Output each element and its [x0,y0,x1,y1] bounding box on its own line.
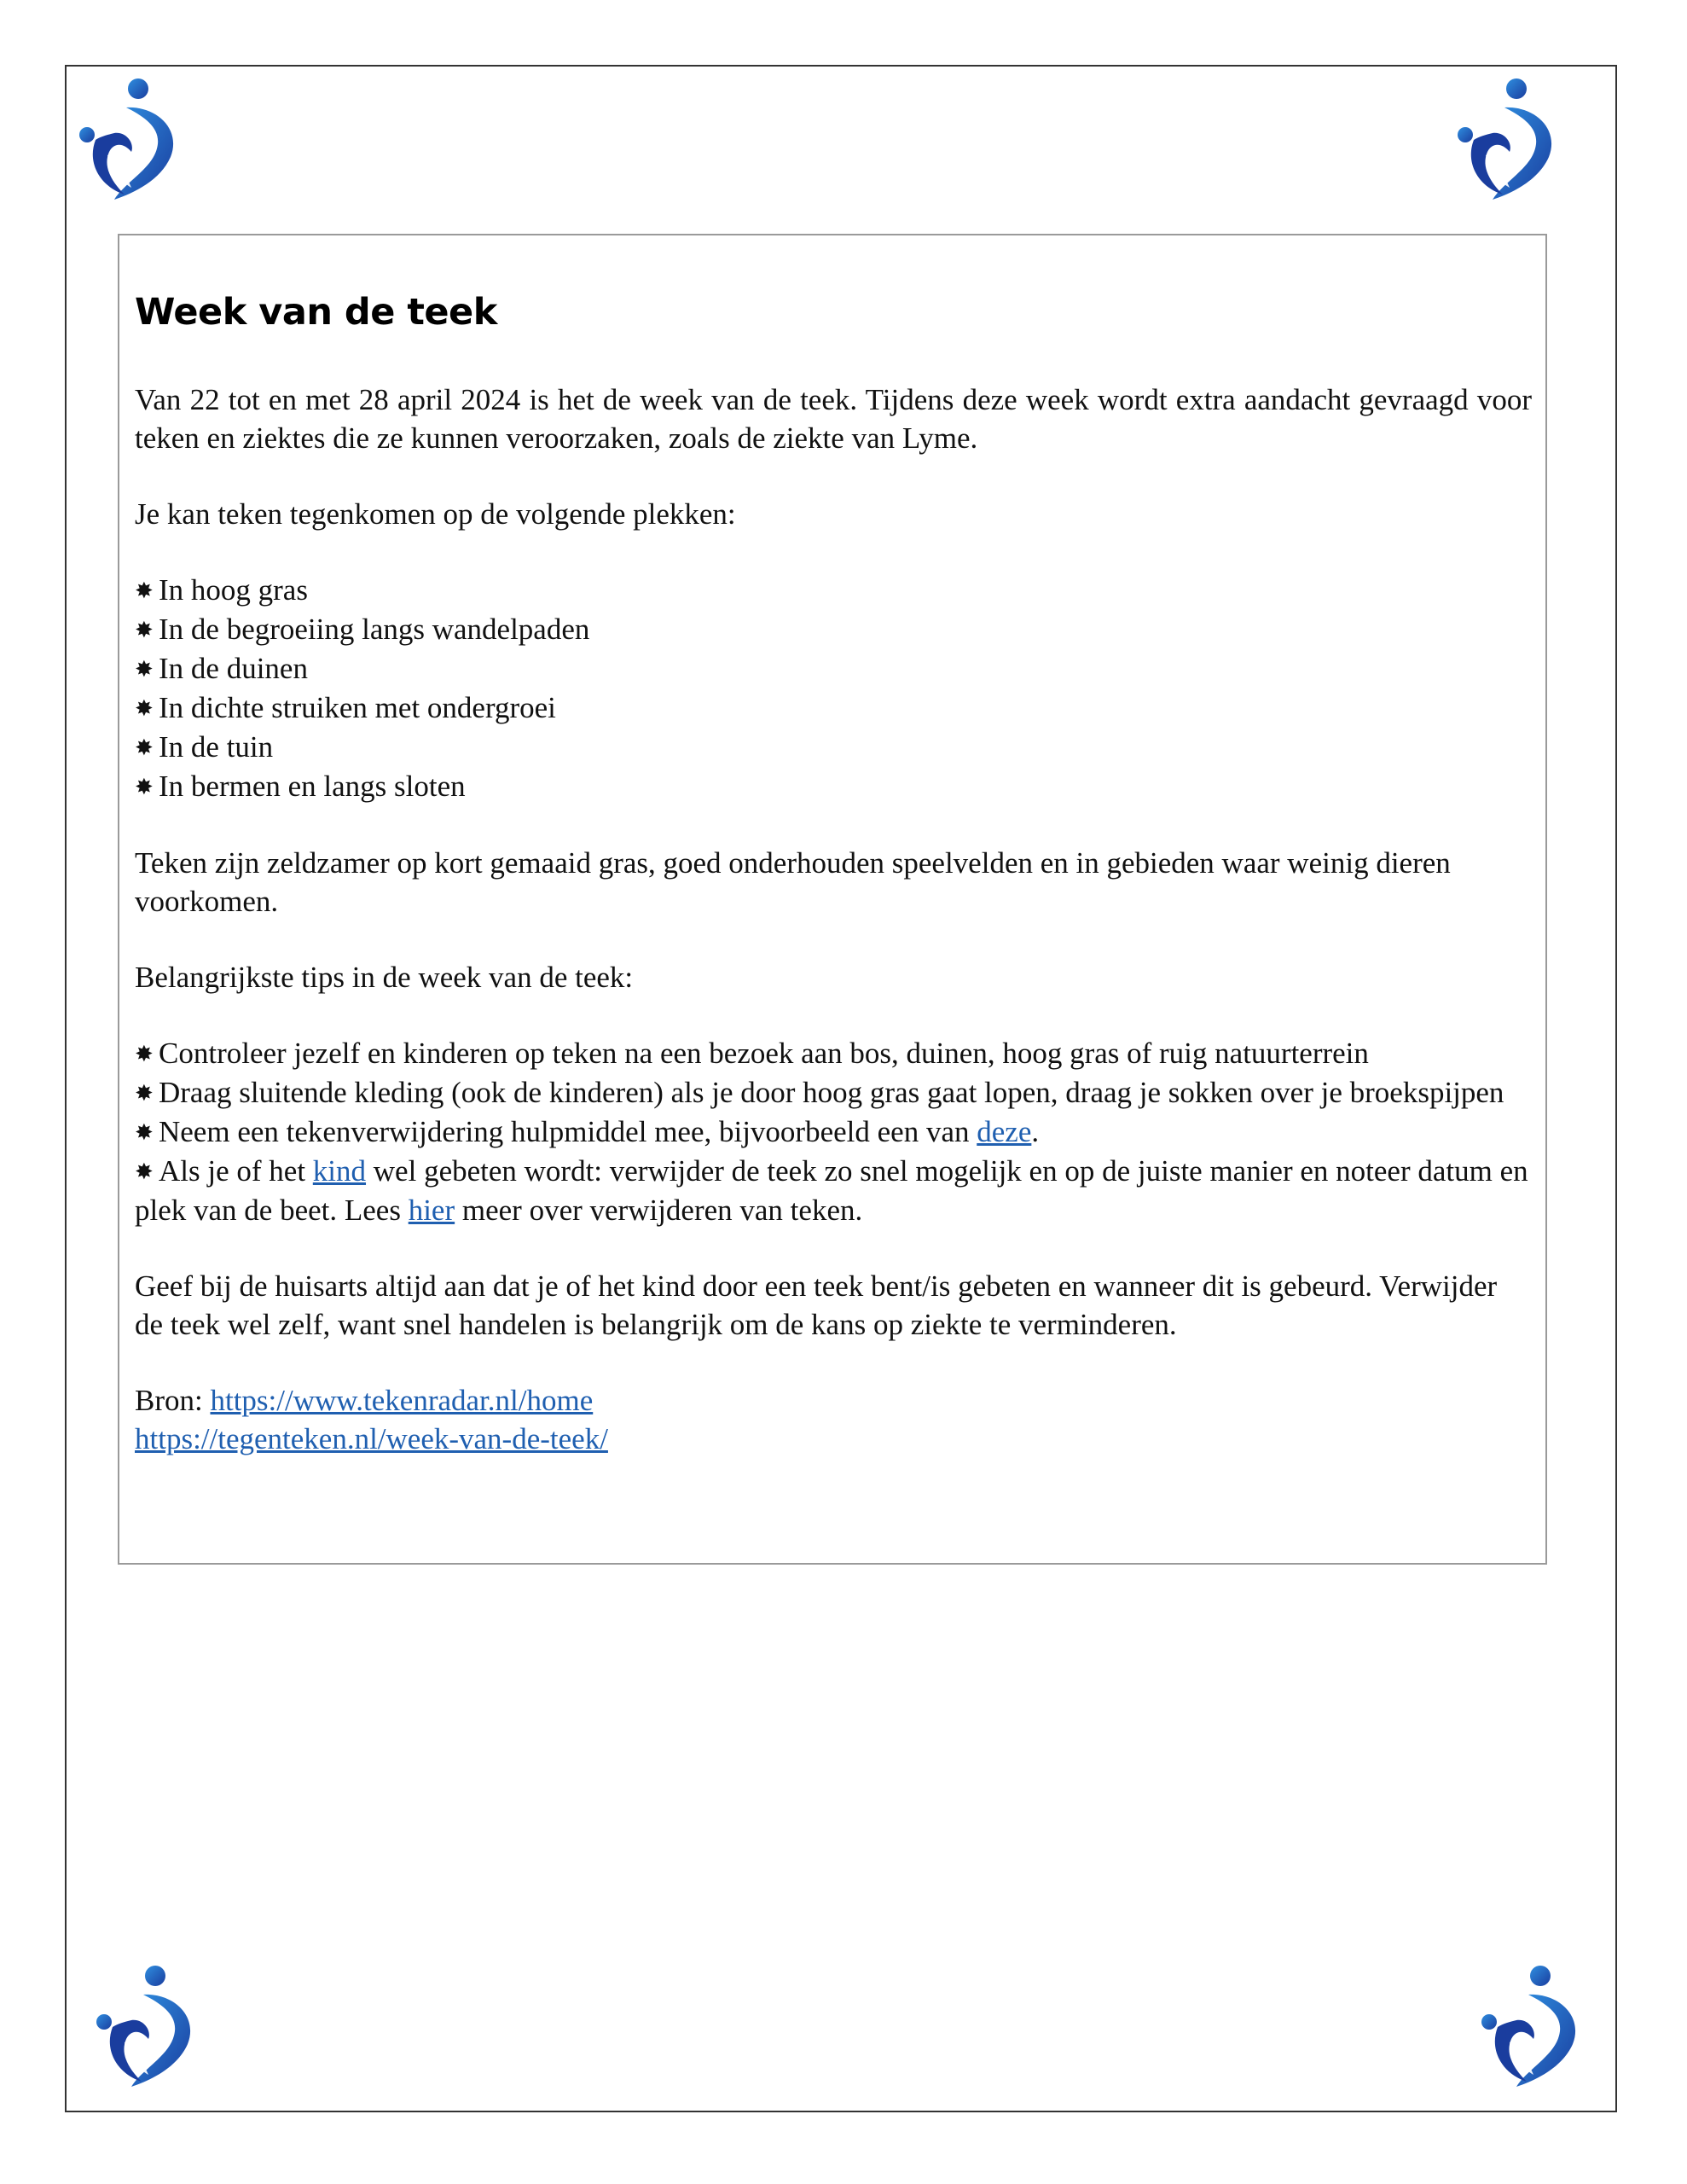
asterisk-bullet-icon: ✸ [135,775,154,799]
list-item: ✸ Draag sluitende kleding (ook de kinderen) als je door hoog gras gaat lopen, draag je sokken over je broekspijpen [135,1073,1532,1112]
asterisk-bullet-icon: ✸ [135,735,154,760]
family-heart-logo-icon [75,73,186,201]
tegenteken-link[interactable]: https://tegenteken.nl/week-van-de-teek/ [135,1422,608,1455]
article-box [118,234,1547,1565]
asterisk-bullet-icon: ✸ [135,1042,154,1066]
asterisk-bullet-icon: ✸ [135,1081,154,1106]
family-heart-logo-icon [1453,73,1564,201]
kind-link[interactable]: kind [312,1154,367,1188]
list-item: ✸ In de tuin [135,728,1532,767]
asterisk-bullet-icon: ✸ [135,1159,154,1184]
list-item: ✸ Als je of het kind wel gebeten wordt: verwijder de teek zo snel mogelijk en op de juiste manier en noteer datum en plek van de beet. Lees hier meer over verwijderen van teken. [135,1154,1528,1227]
asterisk-bullet-icon: ✸ [135,578,154,603]
tips-heading: Belangrijkste tips in de week van de teek: [135,961,634,994]
family-heart-logo-icon [1477,1960,1588,2088]
list-item: ✸ In de begroeiing langs wandelpaden [135,610,1532,649]
asterisk-bullet-icon: ✸ [135,696,154,721]
places-heading: Je kan teken tegenkomen op de volgende plekken: [135,497,736,531]
deze-link[interactable]: deze [977,1115,1032,1148]
list-item: ✸ In bermen en langs sloten [135,767,1532,806]
hier-link[interactable]: hier [408,1194,455,1227]
rare-places-paragraph: Teken zijn zeldzamer op kort gemaaid gras, goed onderhouden speelvelden en in gebieden waar weinig dieren voorkomen. [135,846,1451,918]
list-item: ✸ Controleer jezelf en kinderen op teken na een bezoek aan bos, duinen, hoog gras of ruig natuurterrein [135,1034,1532,1073]
sources [135,1381,1532,1458]
intro-paragraph: Van 22 tot en met 28 april 2024 is het de week van de teek. Tijdens deze week wordt extra aandacht gevraagd voor teken en ziektes die ze kunnen veroorzaken, zoals de ziekte van Lyme. [135,383,1532,455]
asterisk-bullet-icon: ✸ [135,657,154,682]
places-list [135,571,1532,806]
source-label: Bron: [135,1384,211,1417]
family-heart-logo-icon [92,1960,203,2088]
list-item: ✸ In dichte struiken met ondergroei [135,688,1532,728]
article-title: Week van de teek [135,291,497,334]
list-item: ✸ In de duinen [135,649,1532,688]
tips-list [135,1034,1532,1229]
list-item: ✸ Neem een tekenverwijdering hulpmiddel mee, bijvoorbeeld een van deze. [135,1112,1532,1152]
asterisk-bullet-icon: ✸ [135,618,154,642]
list-item: ✸ In hoog gras [135,571,1532,610]
asterisk-bullet-icon: ✸ [135,1120,154,1145]
doctor-advice-paragraph: Geef bij de huisarts altijd aan dat je of het kind door een teek bent/is gebeten en wanneer dit is gebeurd. Verwijder de teek wel zelf, want snel handelen is belangrijk om de kans op ziekte te verminderen. [135,1269,1498,1341]
tekenradar-link[interactable]: https://www.tekenradar.nl/home [210,1384,594,1417]
